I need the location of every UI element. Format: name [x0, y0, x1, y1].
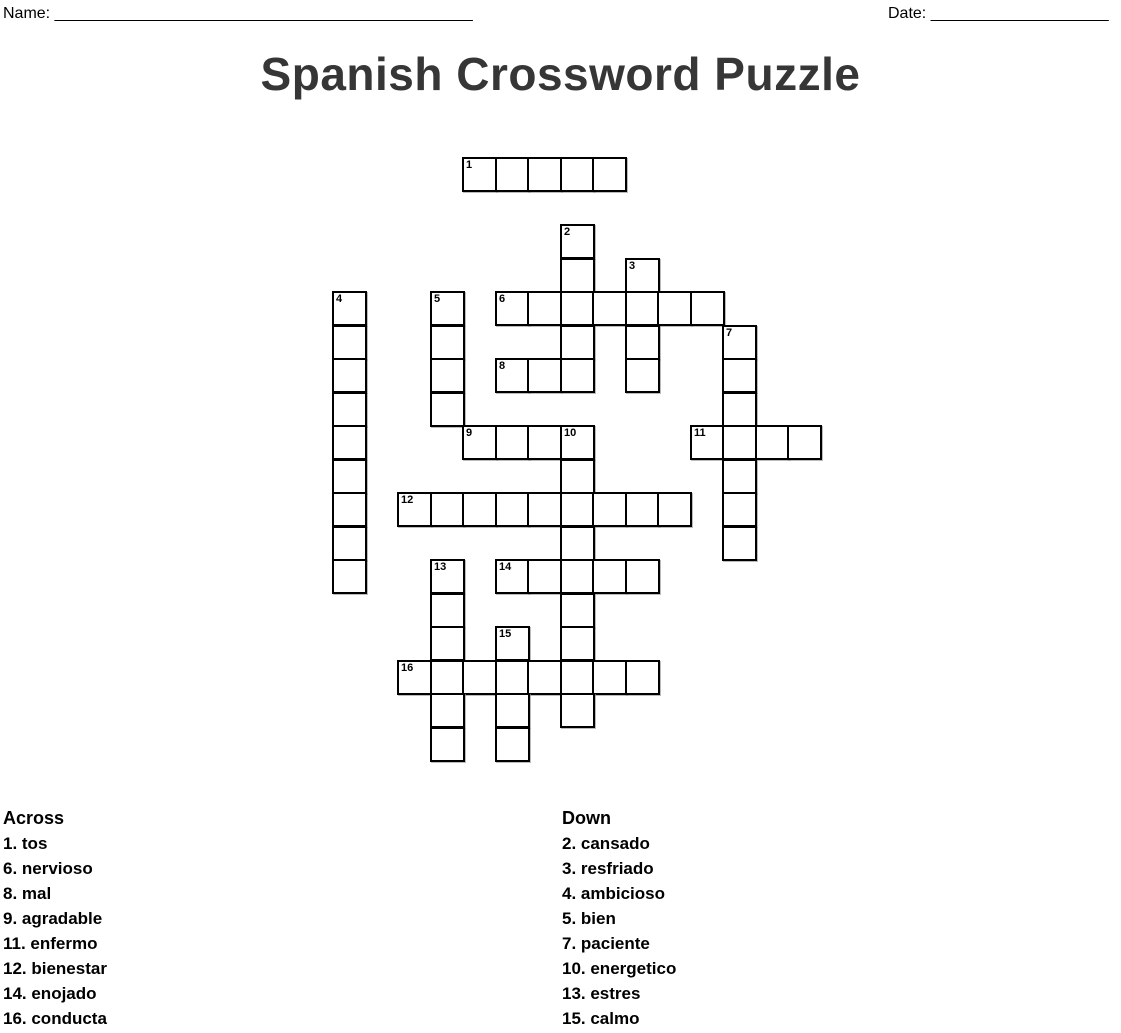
grid-cell	[527, 660, 562, 695]
grid-cell	[495, 291, 530, 326]
grid-cell	[495, 693, 530, 728]
clue-item: 6. nervioso	[3, 859, 93, 878]
grid-cell	[495, 492, 530, 527]
grid-cell	[560, 626, 595, 661]
clue-item: 9. agradable	[3, 909, 103, 928]
grid-cell	[397, 492, 432, 527]
cell-number: 14	[499, 561, 512, 573]
grid-cell	[592, 492, 627, 527]
grid-cell	[560, 526, 595, 561]
cell-number: 7	[726, 327, 733, 339]
grid-cell	[560, 425, 595, 460]
grid-cell	[722, 459, 757, 494]
grid-cell	[332, 358, 367, 393]
grid-cell	[462, 425, 497, 460]
grid-cell	[560, 660, 595, 695]
cell-number: 8	[499, 360, 506, 372]
grid-cell	[332, 325, 367, 360]
grid-cell	[332, 459, 367, 494]
date-label: Date:	[888, 5, 927, 22]
cell-number: 12	[401, 494, 414, 506]
grid-cell	[397, 660, 432, 695]
across-clue-list	[3, 831, 107, 1031]
grid-cell	[430, 559, 465, 594]
grid-cell	[495, 660, 530, 695]
clue-item: 8. mal	[3, 884, 52, 903]
grid-cell	[430, 593, 465, 628]
grid-cell	[430, 291, 465, 326]
grid-cell	[560, 593, 595, 628]
grid-cell	[560, 693, 595, 728]
grid-cell	[560, 459, 595, 494]
grid-cell	[527, 157, 562, 192]
cell-number: 4	[336, 293, 343, 305]
grid-cell	[430, 492, 465, 527]
cell-number: 16	[401, 662, 414, 674]
grid-cell	[527, 358, 562, 393]
grid-cell	[527, 425, 562, 460]
cell-number: 6	[499, 293, 506, 305]
grid-cell	[332, 559, 367, 594]
grid-cell	[592, 559, 627, 594]
grid-cell	[560, 559, 595, 594]
grid-cell	[527, 559, 562, 594]
grid-cell	[625, 325, 660, 360]
grid-cell	[755, 425, 790, 460]
clue-item: 1. tos	[3, 834, 48, 853]
cell-number: 3	[629, 260, 636, 272]
grid-cell	[722, 325, 757, 360]
grid-cell	[625, 660, 660, 695]
clue-item: 11. enfermo	[3, 934, 98, 953]
cell-number: 13	[434, 561, 447, 573]
grid-cell	[625, 291, 660, 326]
down-header: Down	[562, 808, 611, 828]
grid-cell	[462, 157, 497, 192]
clue-item: 14. enojado	[3, 984, 97, 1003]
grid-cell	[690, 291, 725, 326]
across-header: Across	[3, 808, 65, 828]
grid-cell	[495, 626, 530, 661]
grid-cell	[332, 291, 367, 326]
name-label: Name:	[3, 5, 51, 22]
grid-cell	[625, 559, 660, 594]
grid-cell	[430, 727, 465, 762]
grid-cell	[560, 157, 595, 192]
grid-cell	[462, 660, 497, 695]
cell-number: 2	[564, 226, 571, 238]
grid-cell	[722, 425, 757, 460]
page-title: Spanish Crossword Puzzle	[260, 48, 861, 100]
grid-cell	[592, 157, 627, 192]
grid-cell	[592, 291, 627, 326]
grid-cell	[560, 258, 595, 293]
clue-item: 13. estres	[562, 984, 641, 1003]
down-clue-list	[562, 831, 676, 1031]
clue-item: 12. bienestar	[3, 959, 107, 978]
clue-item: 16. conducta	[3, 1009, 107, 1028]
grid-cell	[430, 392, 465, 427]
grid-cell	[495, 727, 530, 762]
cell-number: 5	[434, 293, 441, 305]
clue-item: 5. bien	[562, 909, 616, 928]
grid-cell	[462, 492, 497, 527]
cell-number: 15	[499, 628, 512, 640]
grid-cell	[625, 358, 660, 393]
grid-cell	[787, 425, 822, 460]
clue-item: 10. energetico	[562, 959, 677, 978]
grid-cell	[527, 291, 562, 326]
grid-cell	[690, 425, 725, 460]
clue-item: 3. resfriado	[562, 859, 654, 878]
grid-cell	[657, 291, 692, 326]
grid-cell	[625, 258, 660, 293]
grid-cell	[495, 358, 530, 393]
grid-cell	[592, 660, 627, 695]
grid-cell	[722, 358, 757, 393]
grid-cell	[430, 358, 465, 393]
clue-item: 2. cansado	[562, 834, 650, 853]
grid-cell	[332, 492, 367, 527]
grid-cell	[495, 425, 530, 460]
grid-cell	[560, 224, 595, 259]
cell-number: 11	[694, 427, 706, 439]
grid-cell	[495, 157, 530, 192]
grid-cell	[430, 693, 465, 728]
cell-number: 9	[466, 427, 473, 439]
name-blank-line: _______________________________________________	[54, 5, 473, 22]
grid-cell	[430, 325, 465, 360]
clue-item: 4. ambicioso	[562, 884, 665, 903]
grid-cell	[527, 492, 562, 527]
grid-cell	[560, 492, 595, 527]
clue-item: 7. paciente	[562, 934, 650, 953]
grid-cell	[722, 526, 757, 561]
cell-number: 1	[466, 159, 473, 171]
grid-cell	[625, 492, 660, 527]
grid-cell	[332, 392, 367, 427]
clue-item: 15. calmo	[562, 1009, 640, 1028]
date-blank-line: ____________________	[930, 5, 1109, 22]
grid-cell	[722, 392, 757, 427]
grid-cell	[657, 492, 692, 527]
grid-cell	[560, 358, 595, 393]
grid-cell	[430, 660, 465, 695]
grid-cell	[332, 526, 367, 561]
grid-cell	[332, 425, 367, 460]
grid-cell	[430, 626, 465, 661]
grid-cell	[722, 492, 757, 527]
grid-cell	[560, 325, 595, 360]
grid-cell	[560, 291, 595, 326]
grid-cell	[495, 559, 530, 594]
cell-number: 10	[564, 427, 577, 439]
